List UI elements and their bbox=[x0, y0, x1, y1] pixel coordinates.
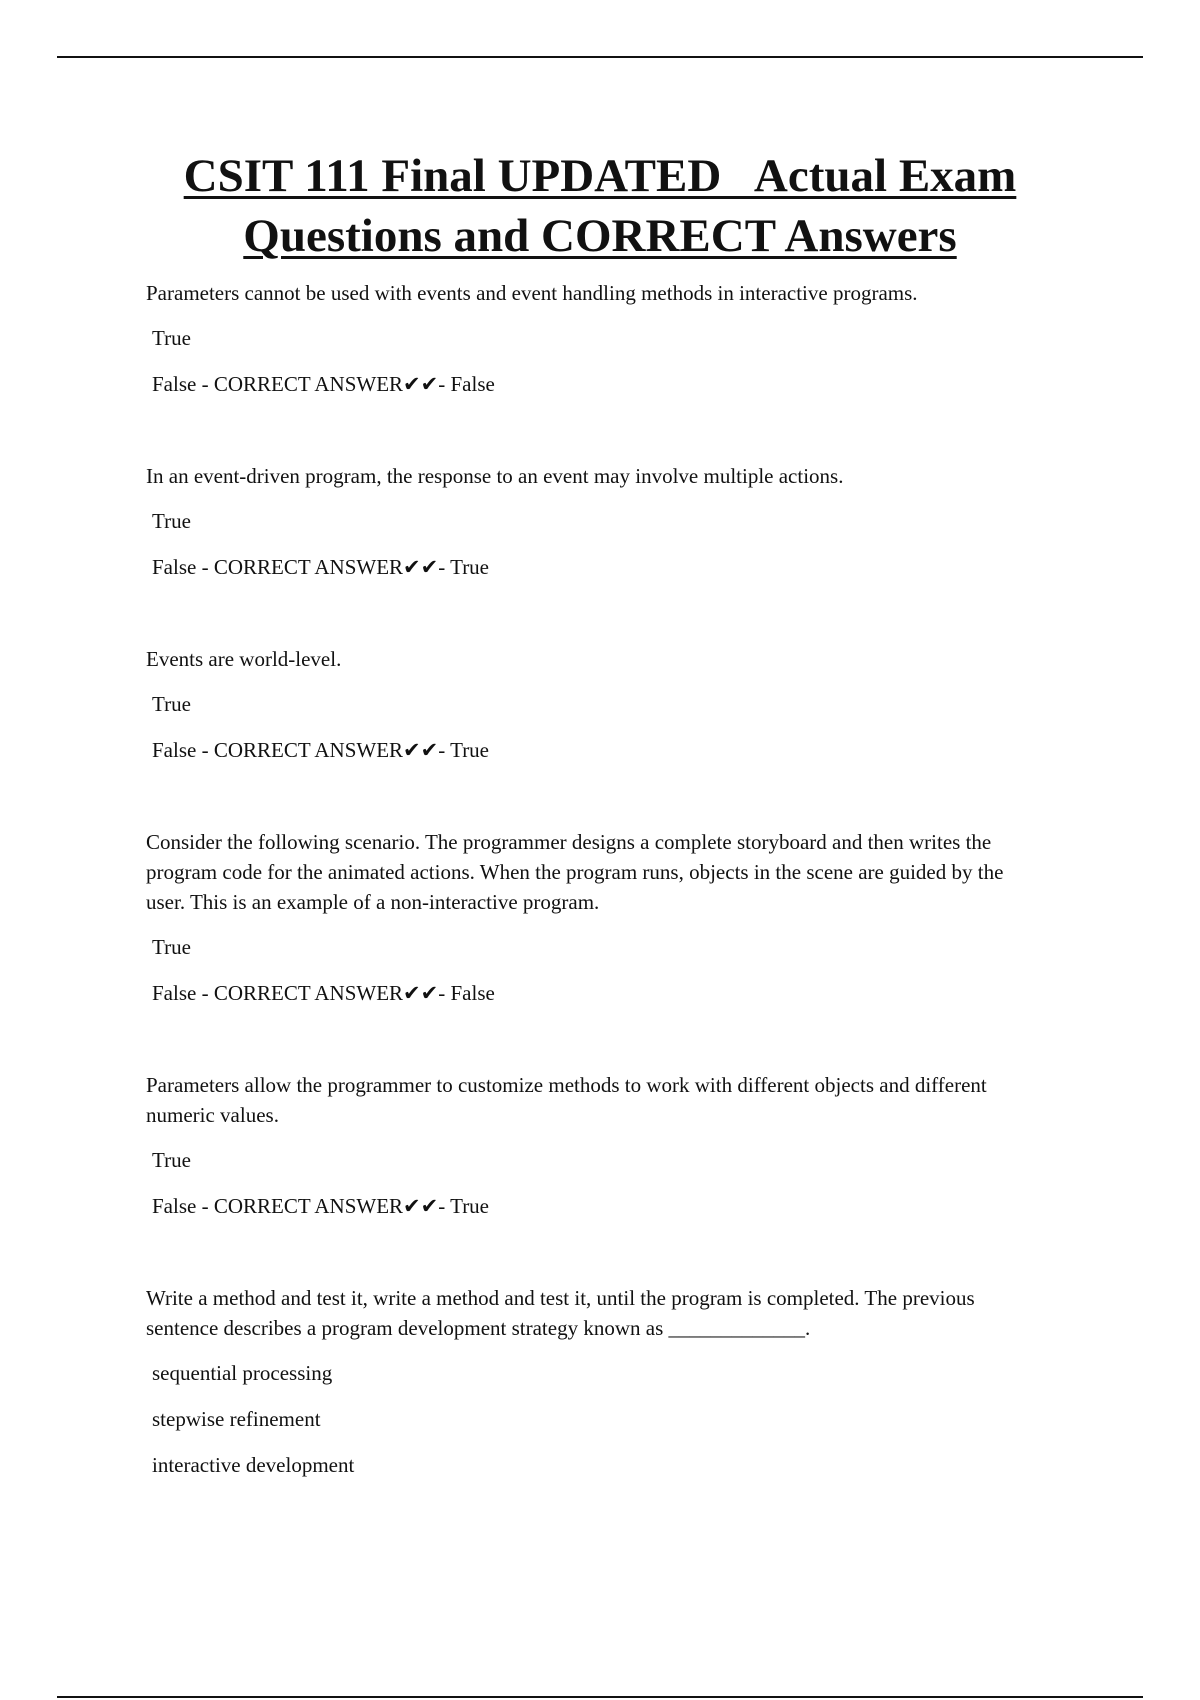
option-true: True bbox=[152, 326, 191, 350]
option-answer: False - CORRECT ANSWER✔✔- True bbox=[152, 738, 490, 762]
document-title bbox=[140, 146, 1060, 266]
question-text: Events are world-level. bbox=[146, 647, 342, 671]
title-line-2: Questions and CORRECT Answers bbox=[243, 210, 957, 262]
option-interactive-development: interactive development bbox=[152, 1453, 355, 1477]
option-answer: False - CORRECT ANSWER✔✔- False bbox=[152, 981, 495, 1005]
option-true: True bbox=[152, 1148, 191, 1172]
question-1 bbox=[146, 278, 1046, 399]
question-text: Parameters cannot be used with events and event handling methods in interactive programs. bbox=[146, 281, 918, 305]
option-true: True bbox=[152, 692, 191, 716]
question-list bbox=[146, 278, 1046, 1542]
question-6 bbox=[146, 1283, 1046, 1480]
question-3 bbox=[146, 644, 1046, 765]
title-line-1: CSIT 111 Final UPDATED Actual Exam bbox=[183, 150, 1017, 202]
option-sequential-processing: sequential processing bbox=[152, 1361, 333, 1385]
question-4 bbox=[146, 827, 1046, 1008]
header-rule bbox=[57, 56, 1143, 58]
question-2 bbox=[146, 461, 1046, 582]
question-text: In an event-driven program, the response to an event may involve multiple actions. bbox=[146, 464, 844, 488]
option-answer: False - CORRECT ANSWER✔✔- False bbox=[152, 372, 495, 396]
option-true: True bbox=[152, 935, 191, 959]
option-stepwise-refinement: stepwise refinement bbox=[152, 1407, 321, 1431]
option-answer: False - CORRECT ANSWER✔✔- True bbox=[152, 555, 490, 579]
question-5 bbox=[146, 1070, 1046, 1221]
question-text: Parameters allow the programmer to customize methods to work with different objects and different numeric values. bbox=[146, 1073, 987, 1127]
question-text: Write a method and test it, write a method and test it, until the program is completed. The previous sentence describes a program development strategy known as _____________. bbox=[146, 1286, 975, 1340]
option-answer: False - CORRECT ANSWER✔✔- True bbox=[152, 1194, 490, 1218]
footer-rule bbox=[57, 1696, 1143, 1698]
option-true: True bbox=[152, 509, 191, 533]
question-text: Consider the following scenario. The programmer designs a complete storyboard and then writes the program code for the animated actions. When the program runs, objects in the scene are guided by the user. This is an example of a non-interactive program. bbox=[146, 830, 1004, 914]
